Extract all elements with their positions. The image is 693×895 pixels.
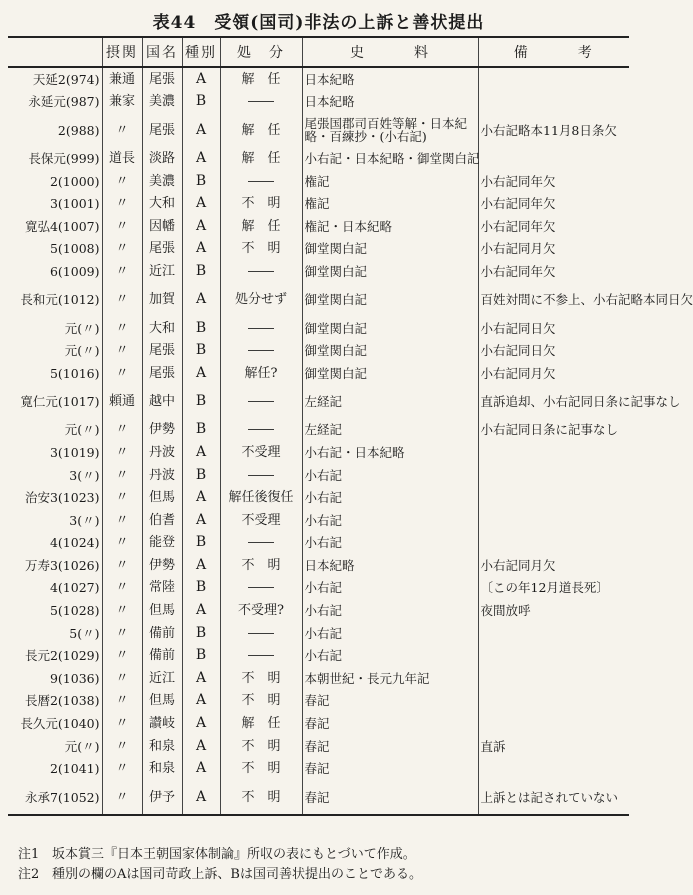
row-regent: 〃	[102, 362, 142, 385]
row-remarks	[478, 509, 629, 532]
table-row	[8, 147, 629, 170]
row-era: 元(〃)	[64, 422, 100, 438]
row-regent: 〃	[102, 667, 142, 690]
row-disposition: 解 任	[220, 712, 302, 735]
row-province: 伊勢	[142, 419, 182, 442]
row-province: 淡路	[142, 147, 182, 170]
footnote-text: 坂本賞三『日本王朝国家体制論』所収の表にもとづいて作成。	[52, 847, 416, 862]
row-province: 美濃	[142, 91, 182, 114]
row-era: 4(1027)	[49, 580, 100, 596]
row-regent: 〃	[102, 113, 142, 147]
table-row	[8, 509, 629, 532]
row-remarks	[478, 486, 629, 509]
table-row	[8, 757, 629, 780]
table-row	[8, 554, 629, 577]
row-province: 和泉	[142, 735, 182, 758]
row-type: B	[182, 339, 220, 362]
row-era: 元(〃)	[64, 738, 100, 754]
table-row	[8, 486, 629, 509]
row-era: 2(988)	[57, 122, 100, 138]
row-type: A	[182, 509, 220, 532]
table-row	[8, 283, 629, 317]
row-source: 小右記	[302, 577, 478, 600]
footnotes	[18, 845, 628, 885]
table-row	[8, 362, 629, 385]
row-regent: 〃	[102, 712, 142, 735]
row-era: 5(〃)	[69, 625, 100, 641]
row-regent: 〃	[102, 441, 142, 464]
header-province: 国名	[142, 37, 182, 67]
row-province: 近江	[142, 667, 182, 690]
row-type: A	[182, 690, 220, 713]
row-regent: 〃	[102, 577, 142, 600]
row-regent: 〃	[102, 170, 142, 193]
row-source: 権記	[302, 192, 478, 215]
footnote-label: 注1	[18, 847, 40, 862]
header-source: 史 料	[302, 37, 478, 67]
row-source: 小右記	[302, 509, 478, 532]
row-source: 左経記	[302, 385, 478, 419]
row-regent: 〃	[102, 464, 142, 487]
row-era: 3(1019)	[49, 444, 100, 460]
row-province: 丹波	[142, 441, 182, 464]
row-disposition: ――	[220, 577, 302, 600]
table-row	[8, 419, 629, 442]
row-disposition: 解任後復任	[220, 486, 302, 509]
row-disposition: 不 明	[220, 690, 302, 713]
row-regent: 〃	[102, 317, 142, 340]
row-era: 4(1024)	[49, 535, 100, 551]
row-source: 春記	[302, 780, 478, 815]
row-remarks: 直訴追却、小右記同日条に記事なし	[478, 385, 629, 419]
row-regent: 〃	[102, 238, 142, 261]
row-source: 小右記	[302, 622, 478, 645]
row-province: 尾張	[142, 339, 182, 362]
row-regent: 〃	[102, 509, 142, 532]
row-disposition: 不 明	[220, 757, 302, 780]
table-row	[8, 735, 629, 758]
row-era: 天延2(974)	[32, 71, 100, 87]
row-province: 伊予	[142, 780, 182, 815]
row-province: 因幡	[142, 215, 182, 238]
row-source: 御堂関白記	[302, 283, 478, 317]
row-era: 寛弘4(1007)	[24, 218, 100, 234]
row-remarks	[478, 464, 629, 487]
row-type: A	[182, 735, 220, 758]
row-source: 小右記	[302, 644, 478, 667]
row-province: 但馬	[142, 599, 182, 622]
row-source: 尾張国郡司百姓等解・日本紀略・百練抄・(小右記)	[302, 113, 478, 147]
row-regent: 〃	[102, 192, 142, 215]
row-regent: 〃	[102, 486, 142, 509]
row-type: B	[182, 419, 220, 442]
row-remarks	[478, 91, 629, 114]
row-regent: 〃	[102, 735, 142, 758]
row-type: A	[182, 67, 220, 91]
row-remarks: 夜間放呼	[478, 599, 629, 622]
row-province: 常陸	[142, 577, 182, 600]
row-era: 6(1009)	[49, 263, 100, 279]
row-remarks: 百姓対問に不参上、小右記略本同日欠	[478, 283, 629, 317]
row-province: 尾張	[142, 238, 182, 261]
header-remarks: 備 考	[478, 37, 629, 67]
table-row	[8, 441, 629, 464]
row-source: 小右記	[302, 599, 478, 622]
row-remarks: 直訴	[478, 735, 629, 758]
row-era: 永承7(1052)	[8, 780, 102, 815]
table-row	[8, 712, 629, 735]
row-remarks: 上訴とは記されていない	[478, 780, 629, 815]
row-remarks: 小右記同年欠	[478, 192, 629, 215]
row-regent: 〃	[102, 532, 142, 555]
row-disposition: ――	[220, 419, 302, 442]
row-province: 越中	[142, 385, 182, 419]
row-regent: 頼通	[102, 385, 142, 419]
row-era: 5(1028)	[49, 603, 100, 619]
table-row	[8, 192, 629, 215]
appeals-table	[8, 36, 693, 816]
row-type: A	[182, 757, 220, 780]
row-disposition: 不 明	[220, 780, 302, 815]
row-province: 尾張	[142, 113, 182, 147]
row-regent: 〃	[102, 599, 142, 622]
row-disposition: 不 明	[220, 554, 302, 577]
row-disposition: 不受理?	[220, 599, 302, 622]
row-era: 長久元(1040)	[20, 716, 100, 732]
row-province: 尾張	[142, 67, 182, 91]
table-row	[8, 385, 629, 419]
row-source: 日本紀略	[302, 91, 478, 114]
row-disposition: 不 明	[220, 667, 302, 690]
row-type: A	[182, 486, 220, 509]
row-disposition: ――	[220, 260, 302, 283]
row-remarks	[478, 712, 629, 735]
header-row	[8, 37, 629, 67]
row-province: 讃岐	[142, 712, 182, 735]
row-source: 小右記	[302, 532, 478, 555]
row-regent: 〃	[102, 215, 142, 238]
row-remarks: 小右記同日条に記事なし	[478, 419, 629, 442]
row-province: 伊勢	[142, 554, 182, 577]
table-row	[8, 170, 629, 193]
table-title: 表44 受領(国司)非法の上訴と善状提出	[152, 13, 485, 33]
row-source: 小右記	[302, 486, 478, 509]
table-row	[8, 91, 629, 114]
row-source: 御堂関白記	[302, 317, 478, 340]
row-era: 3(1001)	[49, 196, 100, 212]
row-province: 丹波	[142, 464, 182, 487]
row-remarks: 小右記同年欠	[478, 170, 629, 193]
table-row	[8, 599, 629, 622]
table-row	[8, 780, 629, 815]
row-type: B	[182, 317, 220, 340]
row-source: 本朝世紀・長元九年記	[302, 667, 478, 690]
row-disposition: ――	[220, 317, 302, 340]
row-regent: 〃	[102, 260, 142, 283]
row-type: A	[182, 147, 220, 170]
row-disposition: ――	[220, 170, 302, 193]
row-province: 但馬	[142, 690, 182, 713]
table-row	[8, 690, 629, 713]
row-disposition: 不受理	[220, 441, 302, 464]
row-remarks: 小右記同月欠	[478, 238, 629, 261]
row-type: A	[182, 238, 220, 261]
row-era: 5(1008)	[49, 241, 100, 257]
row-source: 春記	[302, 735, 478, 758]
row-source: 権記・日本紀略	[302, 215, 478, 238]
row-disposition: 解任?	[220, 362, 302, 385]
table-row	[8, 622, 629, 645]
row-disposition: 不 明	[220, 735, 302, 758]
row-disposition: 不受理	[220, 509, 302, 532]
footnote-text: 種別の欄のAは国司苛政上訴、Bは国司善状提出のことである。	[52, 867, 422, 882]
row-province: 能登	[142, 532, 182, 555]
row-regent: 兼通	[102, 67, 142, 91]
row-disposition: 解 任	[220, 67, 302, 91]
row-province: 和泉	[142, 757, 182, 780]
row-source: 日本紀略	[302, 67, 478, 91]
row-type: A	[182, 215, 220, 238]
row-type: B	[182, 532, 220, 555]
row-regent: 〃	[102, 554, 142, 577]
row-type: B	[182, 644, 220, 667]
row-province: 備前	[142, 644, 182, 667]
row-disposition: ――	[220, 339, 302, 362]
row-source: 春記	[302, 690, 478, 713]
row-type: A	[182, 362, 220, 385]
footnote	[18, 845, 628, 865]
row-regent: 〃	[102, 690, 142, 713]
row-regent: 〃	[102, 419, 142, 442]
row-era: 2(1041)	[49, 761, 100, 777]
row-source: 御堂関白記	[302, 362, 478, 385]
row-disposition: ――	[220, 644, 302, 667]
row-remarks	[478, 441, 629, 464]
table-row	[8, 215, 629, 238]
row-era: 治安3(1023)	[24, 490, 100, 506]
row-source: 春記	[302, 757, 478, 780]
row-type: B	[182, 577, 220, 600]
row-regent: 〃	[102, 780, 142, 815]
row-era: 元(〃)	[64, 320, 100, 336]
row-disposition: ――	[220, 532, 302, 555]
row-regent: 兼家	[102, 91, 142, 114]
row-province: 近江	[142, 260, 182, 283]
row-disposition: ――	[220, 464, 302, 487]
row-type: B	[182, 464, 220, 487]
row-remarks: 小右記同日欠	[478, 317, 629, 340]
row-regent: 〃	[102, 644, 142, 667]
row-province: 美濃	[142, 170, 182, 193]
row-disposition: ――	[220, 385, 302, 419]
table-row	[8, 67, 629, 91]
row-type: B	[182, 91, 220, 114]
row-province: 伯耆	[142, 509, 182, 532]
row-type: A	[182, 712, 220, 735]
table-row	[8, 577, 629, 600]
footnote-label: 注2	[18, 867, 40, 882]
row-era: 9(1036)	[49, 670, 100, 686]
row-regent: 〃	[102, 622, 142, 645]
row-type: A	[182, 441, 220, 464]
row-type: A	[182, 780, 220, 815]
header-type: 種別	[182, 37, 220, 67]
table-row	[8, 532, 629, 555]
row-province: 尾張	[142, 362, 182, 385]
row-province: 大和	[142, 192, 182, 215]
table-row	[8, 644, 629, 667]
row-source: 小右記・日本紀略	[302, 441, 478, 464]
row-source: 小右記	[302, 464, 478, 487]
row-province: 大和	[142, 317, 182, 340]
row-source: 御堂関白記	[302, 238, 478, 261]
row-era: 長和元(1012)	[20, 292, 100, 308]
row-remarks	[478, 667, 629, 690]
row-source: 日本紀略	[302, 554, 478, 577]
table-row	[8, 339, 629, 362]
row-province: 備前	[142, 622, 182, 645]
row-province: 加賀	[142, 283, 182, 317]
row-type: A	[182, 554, 220, 577]
row-type: A	[182, 283, 220, 317]
row-era: 寛仁元(1017)	[20, 394, 100, 410]
row-source: 左経記	[302, 419, 478, 442]
row-remarks: 小右記同月欠	[478, 362, 629, 385]
row-remarks: 小右記同日欠	[478, 339, 629, 362]
row-disposition: 不 明	[220, 238, 302, 261]
row-remarks	[478, 690, 629, 713]
row-remarks: 小右記略本11月8日条欠	[478, 113, 629, 147]
row-disposition: ――	[220, 91, 302, 114]
row-era: 5(1016)	[49, 365, 100, 381]
row-era: 長暦2(1038)	[24, 693, 100, 709]
row-remarks: 小右記同年欠	[478, 215, 629, 238]
row-source: 権記	[302, 170, 478, 193]
row-remarks: 〔この年12月道長死〕	[478, 577, 629, 600]
row-source: 春記	[302, 712, 478, 735]
row-type: A	[182, 599, 220, 622]
row-disposition: 処分せず	[220, 283, 302, 317]
row-province: 但馬	[142, 486, 182, 509]
table-row	[8, 113, 629, 147]
row-type: A	[182, 192, 220, 215]
row-era: 永延元(987)	[28, 94, 100, 110]
header-disposition: 処 分	[220, 37, 302, 67]
row-era: 長保元(999)	[28, 150, 100, 166]
footnote	[18, 865, 628, 885]
row-era: 3(〃)	[69, 512, 100, 528]
row-remarks	[478, 147, 629, 170]
row-remarks: 小右記同年欠	[478, 260, 629, 283]
row-disposition: 不 明	[220, 192, 302, 215]
row-remarks	[478, 757, 629, 780]
row-era: 2(1000)	[49, 173, 100, 189]
row-type: B	[182, 385, 220, 419]
row-source: 御堂関白記	[302, 260, 478, 283]
row-era: 3(〃)	[69, 467, 100, 483]
row-era: 万寿3(1026)	[24, 557, 100, 573]
table-row	[8, 238, 629, 261]
row-era: 元(〃)	[64, 343, 100, 359]
row-remarks	[478, 622, 629, 645]
header-era	[8, 37, 102, 67]
row-disposition: ――	[220, 622, 302, 645]
row-era: 長元2(1029)	[24, 648, 100, 664]
row-regent: 道長	[102, 147, 142, 170]
row-disposition: 解 任	[220, 215, 302, 238]
row-regent: 〃	[102, 757, 142, 780]
row-remarks: 小右記同月欠	[478, 554, 629, 577]
row-remarks	[478, 644, 629, 667]
row-type: A	[182, 113, 220, 147]
row-type: B	[182, 622, 220, 645]
row-source: 御堂関白記	[302, 339, 478, 362]
row-type: A	[182, 667, 220, 690]
table-row	[8, 667, 629, 690]
row-remarks	[478, 532, 629, 555]
table-row	[8, 464, 629, 487]
row-regent: 〃	[102, 339, 142, 362]
table-row	[8, 317, 629, 340]
row-regent: 〃	[102, 283, 142, 317]
row-type: B	[182, 170, 220, 193]
row-disposition: 解 任	[220, 113, 302, 147]
row-disposition: 解 任	[220, 147, 302, 170]
table-row	[8, 260, 629, 283]
row-remarks	[478, 67, 629, 91]
row-source: 小右記・日本紀略・御堂関白記	[302, 147, 478, 170]
header-regent: 摂関	[102, 37, 142, 67]
row-type: B	[182, 260, 220, 283]
